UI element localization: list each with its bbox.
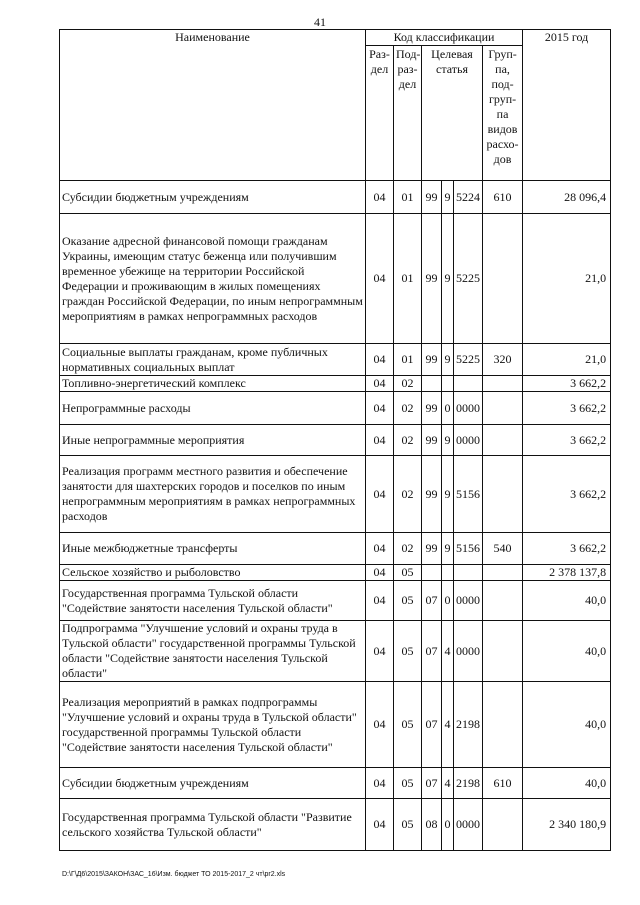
row-podrazdel: 05	[394, 682, 422, 768]
table-row	[60, 682, 611, 768]
row-target-subprogram: 9	[442, 425, 454, 456]
row-target-subprogram: 9	[442, 344, 454, 376]
row-razdel: 04	[366, 392, 394, 425]
row-target-program: 99	[422, 425, 442, 456]
header-row-top	[60, 30, 611, 46]
row-name: Реализация мероприятий в рамках подпрограммы "Улучшение условий и охраны труда в Тульской области" государственной программы Тульской области "Содействие занятости населения Тульской области"	[60, 682, 366, 768]
row-target-program: 99	[422, 533, 442, 565]
table-row	[60, 799, 611, 851]
row-podrazdel: 05	[394, 621, 422, 682]
row-razdel: 04	[366, 181, 394, 214]
budget-table	[59, 29, 611, 851]
row-amount: 40,0	[523, 768, 611, 799]
row-expense-type	[483, 392, 523, 425]
row-expense-type	[483, 799, 523, 851]
row-target-direction: 2198	[454, 768, 483, 799]
row-podrazdel: 01	[394, 214, 422, 344]
row-target-program	[422, 565, 442, 581]
row-expense-type	[483, 425, 523, 456]
row-name: Субсидии бюджетным учреждениям	[60, 181, 366, 214]
row-amount: 3 662,2	[523, 392, 611, 425]
row-amount: 40,0	[523, 682, 611, 768]
row-target-program: 07	[422, 621, 442, 682]
row-target-direction: 5224	[454, 181, 483, 214]
row-podrazdel: 02	[394, 456, 422, 533]
table-row	[60, 768, 611, 799]
row-target-program: 99	[422, 456, 442, 533]
row-target-subprogram: 4	[442, 682, 454, 768]
row-target-direction: 0000	[454, 621, 483, 682]
table-row	[60, 565, 611, 581]
row-podrazdel: 01	[394, 181, 422, 214]
table-row	[60, 425, 611, 456]
row-target-direction	[454, 565, 483, 581]
row-target-direction: 5225	[454, 344, 483, 376]
row-razdel: 04	[366, 214, 394, 344]
row-amount: 28 096,4	[523, 181, 611, 214]
header-expense-type: Груп- па, под- груп- па видов расхо- дов	[483, 46, 523, 181]
table-row	[60, 581, 611, 621]
row-expense-type: 320	[483, 344, 523, 376]
row-target-direction: 5156	[454, 533, 483, 565]
table-row	[60, 344, 611, 376]
row-podrazdel: 05	[394, 581, 422, 621]
row-podrazdel: 02	[394, 392, 422, 425]
row-expense-type: 540	[483, 533, 523, 565]
row-expense-type	[483, 214, 523, 344]
row-name: Государственная программа Тульской области "Развитие сельского хозяйства Тульской области"	[60, 799, 366, 851]
header-razdel: Раз- дел	[366, 46, 394, 181]
row-razdel: 04	[366, 799, 394, 851]
page-number: 41	[314, 15, 326, 29]
header-podrazdel: Под- раз- дел	[394, 46, 422, 181]
row-target-program: 99	[422, 214, 442, 344]
row-podrazdel: 05	[394, 768, 422, 799]
table-row	[60, 181, 611, 214]
row-name: Иные межбюджетные трансферты	[60, 533, 366, 565]
row-target-subprogram	[442, 565, 454, 581]
row-expense-type	[483, 565, 523, 581]
row-target-program: 07	[422, 682, 442, 768]
row-target-subprogram: 0	[442, 392, 454, 425]
row-podrazdel: 01	[394, 344, 422, 376]
header-target-article: Целевая статья	[422, 46, 483, 181]
row-target-direction: 5225	[454, 214, 483, 344]
row-target-program: 99	[422, 344, 442, 376]
row-target-direction: 0000	[454, 392, 483, 425]
row-name: Непрограммные расходы	[60, 392, 366, 425]
row-target-program: 08	[422, 799, 442, 851]
table-row	[60, 621, 611, 682]
row-target-subprogram: 9	[442, 456, 454, 533]
row-target-subprogram: 4	[442, 621, 454, 682]
row-name: Субсидии бюджетным учреждениям	[60, 768, 366, 799]
row-name: Реализация программ местного развития и обеспечение занятости для шахтерских городов и поселков по иным непрограммным мероприятиям в рамках непрограммных расходов	[60, 456, 366, 533]
row-expense-type: 610	[483, 768, 523, 799]
row-razdel: 04	[366, 376, 394, 392]
row-target-subprogram: 4	[442, 768, 454, 799]
row-name: Подпрограмма "Улучшение условий и охраны труда в Тульской области" государственной программы Тульской области "Содействие занятости населения Тульской области"	[60, 621, 366, 682]
row-expense-type: 610	[483, 181, 523, 214]
row-target-subprogram: 9	[442, 214, 454, 344]
row-target-subprogram: 9	[442, 181, 454, 214]
row-expense-type	[483, 456, 523, 533]
table-row	[60, 533, 611, 565]
row-razdel: 04	[366, 425, 394, 456]
row-amount: 3 662,2	[523, 456, 611, 533]
row-target-direction	[454, 376, 483, 392]
row-amount: 3 662,2	[523, 533, 611, 565]
row-expense-type	[483, 376, 523, 392]
row-razdel: 04	[366, 456, 394, 533]
row-target-program: 07	[422, 581, 442, 621]
row-amount: 40,0	[523, 621, 611, 682]
row-target-subprogram: 0	[442, 799, 454, 851]
row-razdel: 04	[366, 768, 394, 799]
row-razdel: 04	[366, 581, 394, 621]
row-target-direction: 5156	[454, 456, 483, 533]
row-target-program: 07	[422, 768, 442, 799]
row-target-program: 99	[422, 392, 442, 425]
row-target-direction: 0000	[454, 425, 483, 456]
table-row	[60, 456, 611, 533]
row-name: Топливно-энергетический комплекс	[60, 376, 366, 392]
row-target-direction: 0000	[454, 581, 483, 621]
row-target-subprogram: 9	[442, 533, 454, 565]
row-razdel: 04	[366, 533, 394, 565]
row-podrazdel: 02	[394, 376, 422, 392]
header-name: Наименование	[60, 30, 366, 181]
row-amount: 21,0	[523, 344, 611, 376]
row-target-program: 99	[422, 181, 442, 214]
table-row	[60, 214, 611, 344]
row-razdel: 04	[366, 344, 394, 376]
row-name: Иные непрограммные мероприятия	[60, 425, 366, 456]
file-path-footer: D:\Г\Д6\2015\ЗАКОН\ЗАС_16\Изм. бюджет ТО 2015-2017_2 чт\pr2.xls	[62, 871, 286, 878]
table-row	[60, 376, 611, 392]
row-razdel: 04	[366, 621, 394, 682]
row-target-subprogram	[442, 376, 454, 392]
row-amount: 40,0	[523, 581, 611, 621]
row-expense-type	[483, 682, 523, 768]
row-name: Сельское хозяйство и рыболовство	[60, 565, 366, 581]
row-amount: 21,0	[523, 214, 611, 344]
row-target-direction: 0000	[454, 799, 483, 851]
row-name: Социальные выплаты гражданам, кроме публичных нормативных социальных выплат	[60, 344, 366, 376]
header-code-group: Код классификации	[366, 30, 523, 46]
row-podrazdel: 05	[394, 565, 422, 581]
row-podrazdel: 02	[394, 425, 422, 456]
row-razdel: 04	[366, 682, 394, 768]
row-expense-type	[483, 621, 523, 682]
row-amount: 2 340 180,9	[523, 799, 611, 851]
row-name: Оказание адресной финансовой помощи гражданам Украины, имеющим статус беженца или получившим временное убежище на территории Российской Федерации и проживающим в жилых помещениях граждан Российской Федерации, по иным непрограммным мероприятиям в рамках непрограммных расходов	[60, 214, 366, 344]
row-name: Государственная программа Тульской области "Содействие занятости населения Тульской области"	[60, 581, 366, 621]
row-expense-type	[483, 581, 523, 621]
row-amount: 2 378 137,8	[523, 565, 611, 581]
header-year: 2015 год	[523, 30, 611, 181]
table-row	[60, 392, 611, 425]
row-target-subprogram: 0	[442, 581, 454, 621]
row-podrazdel: 05	[394, 799, 422, 851]
row-target-direction: 2198	[454, 682, 483, 768]
row-razdel: 04	[366, 565, 394, 581]
row-podrazdel: 02	[394, 533, 422, 565]
row-amount: 3 662,2	[523, 425, 611, 456]
row-target-program	[422, 376, 442, 392]
row-amount: 3 662,2	[523, 376, 611, 392]
